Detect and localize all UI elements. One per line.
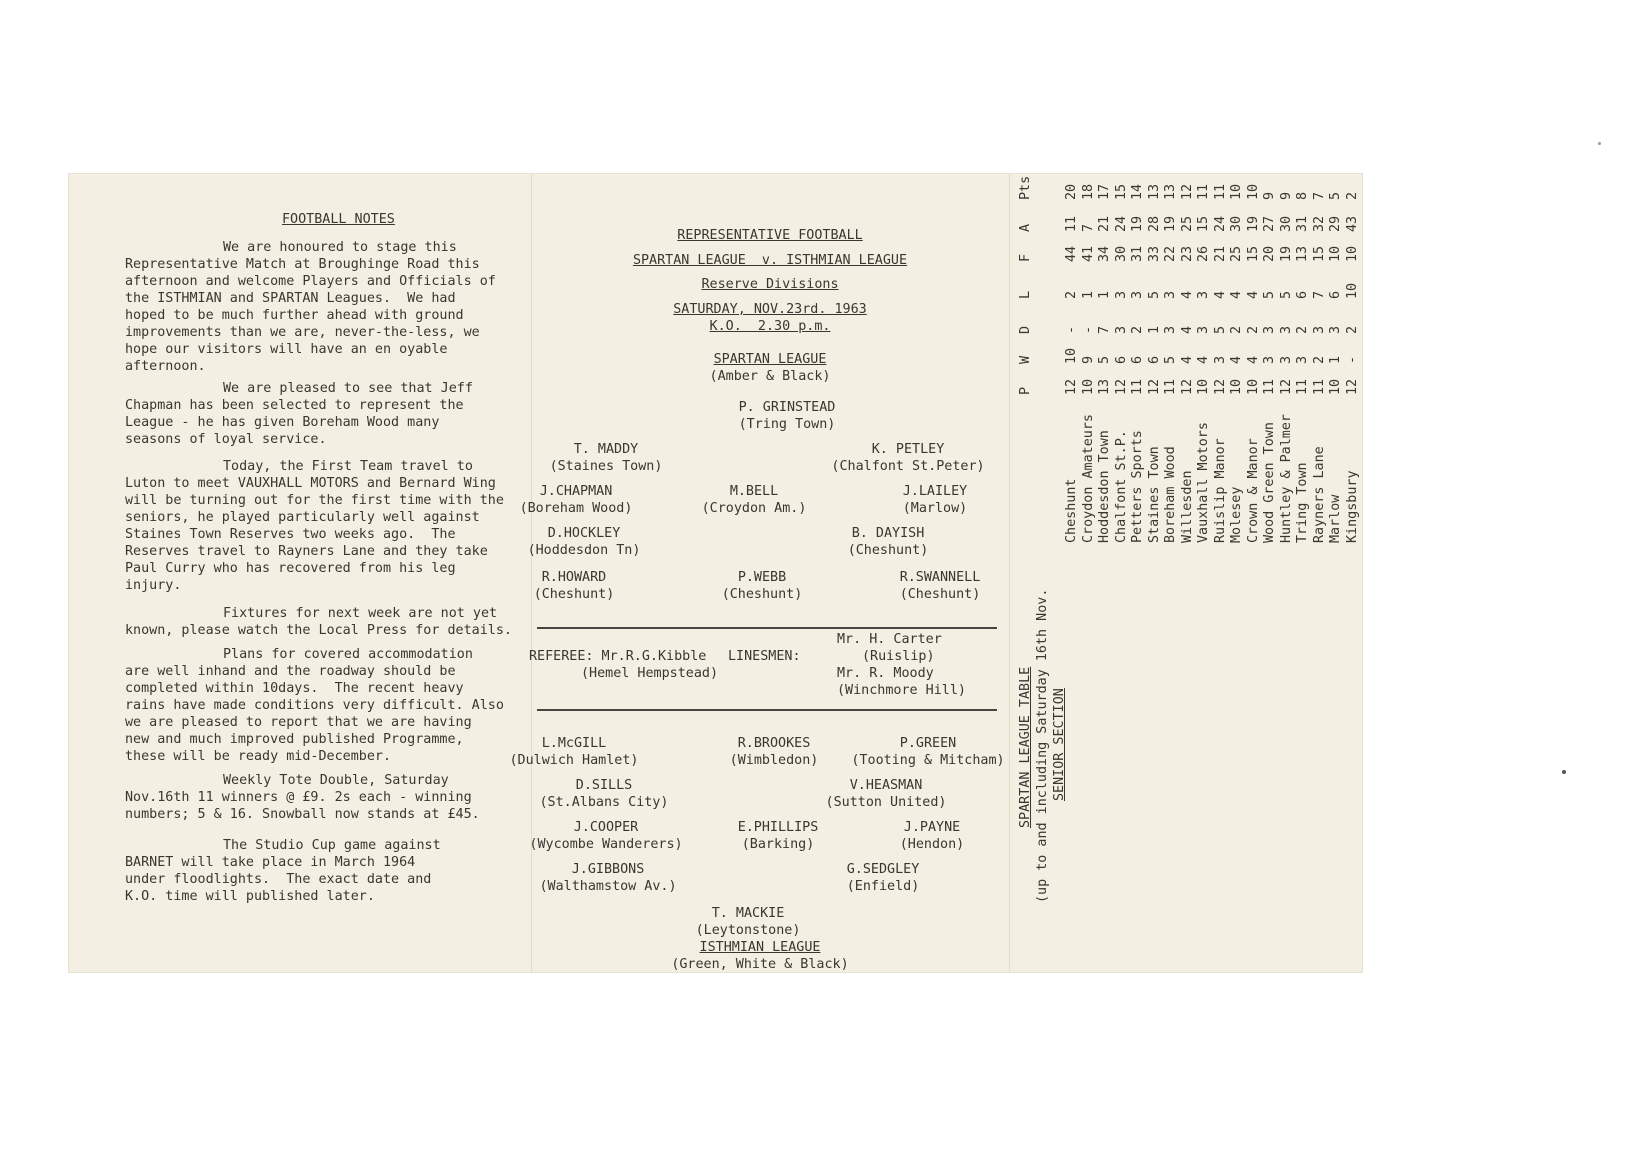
table-cell: 3 [1278,325,1294,334]
player-name: R.BROOKES [737,736,811,751]
table-cell: 7 [1311,191,1327,200]
table-cell: 6 [1113,355,1129,364]
table-cell: 27 [1262,215,1277,232]
table-cell: - [1344,355,1360,364]
player-name: P. GRINSTEAD [738,400,836,415]
table-cell: 2 [1245,325,1261,334]
notes-line: Reserves travel to Rayners Lane and they take [125,544,488,559]
table-header: D [1018,325,1033,334]
table-cell: 3 [1328,325,1343,334]
notes-line: known, please watch the Local Press for details. [125,623,512,638]
table-cell: 3 [1278,355,1294,364]
notes-line: We are honoured to stage this [223,240,457,255]
table-cell: 21 [1212,245,1228,262]
table-cell: 10 [1080,378,1096,395]
table-cell: 13 [1295,245,1310,262]
table-team: Hoddesdon Town [1097,430,1112,543]
table-cell: 13 [1163,183,1178,200]
table-cell: 12 [1179,183,1195,200]
table-cell: 9 [1262,191,1277,200]
table-cell: 3 [1113,325,1129,334]
player-club: (St.Albans City) [539,795,669,810]
notes-line: completed within 10days. The recent heavy [125,681,464,696]
table-cell: 4 [1179,355,1195,364]
player-name: J.CHAPMAN [539,484,613,499]
table-cell: 10 [1229,183,1244,200]
table-team: Petters Sports [1130,430,1145,543]
table-team: Rayners Lane [1311,446,1327,543]
notes-line: seasons of loyal service. [125,432,327,447]
referee-club: (Hemel Hempstead) [581,666,719,681]
table-cell: 21 [1097,215,1112,232]
table-cell: 4 [1179,290,1195,299]
table-cell: 12 [1064,378,1079,395]
player-name: T. MACKIE [711,906,785,921]
linesman-2-club: (Winchmore Hill) [837,683,966,698]
table-cell: 30 [1113,245,1129,262]
table-cell: 2 [1311,355,1327,364]
notes-line: the ISTHMIAN and SPARTAN Leagues. We had [125,291,456,306]
table-cell: 29 [1328,215,1343,232]
table-team: Vauxhall Motors [1196,422,1211,543]
notes-line: new and much improved published Programme, [125,732,464,747]
player-name: P.GREEN [899,736,957,751]
table-cell: 7 [1097,325,1112,334]
table-team: Kingsbury [1344,470,1360,543]
table-cell: 5 [1212,325,1228,334]
table-cell: 10 [1328,378,1343,395]
table-cell: 6 [1295,290,1310,299]
table-cell: 33 [1146,245,1162,262]
table-cell: 1 [1097,290,1112,299]
player-name: K. PETLEY [871,442,945,457]
table-cell: 44 [1064,245,1079,262]
away-team-name: ISTHMIAN LEAGUE [699,940,821,955]
table-cell: 6 [1328,290,1343,299]
notes-line: Weekly Tote Double, Saturday [223,773,449,788]
table-cell: 5 [1163,355,1178,364]
table-header: A [1018,223,1033,232]
notes-line: Today, the First Team travel to [223,459,473,474]
table-cell: 19 [1130,215,1145,232]
player-club: (Enfield) [846,879,920,894]
table-team: Cheshunt [1064,478,1079,543]
table-title: SPARTAN LEAGUE TABLE [1018,666,1033,828]
linesman-1-club: (Ruislip) [862,649,935,664]
table-header: F [1018,253,1033,262]
table-cell: 31 [1130,245,1145,262]
table-team: Tring Town [1295,462,1310,543]
match-title: REPRESENTATIVE FOOTBALL [677,228,863,243]
notes-line: hope our visitors will have an en oyable [125,342,448,357]
player-name: D.HOCKLEY [547,526,621,541]
notes-line: Fixtures for next week are not yet [223,606,498,621]
table-cell: 15 [1196,215,1211,232]
notes-line: will be turning out for the first time with the [125,493,504,508]
player-name: J.GIBBONS [571,862,645,877]
notes-title: FOOTBALL NOTES [282,212,395,227]
player-club: (Staines Town) [549,459,663,474]
player-club: (Wimbledon) [729,753,819,768]
table-cell: 14 [1130,183,1145,200]
table-cell: 11 [1064,215,1079,232]
player-club: (Marlow) [902,501,968,516]
table-cell: - [1064,325,1079,334]
table-cell: 3 [1163,325,1178,334]
home-team-name: SPARTAN LEAGUE [713,352,827,367]
table-cell: 3 [1196,325,1211,334]
table-cell: 4 [1179,325,1195,334]
notes-line: are well inhand and the roadway should be [125,664,456,679]
table-team: Crown & Manor [1245,438,1261,543]
notes-line: Luton to meet VAUXHALL MOTORS and Bernard Wing [125,476,496,491]
table-cell: 41 [1080,245,1096,262]
table-cell: 12 [1278,378,1294,395]
player-name: L.McGILL [541,736,607,751]
table-cell: 19 [1278,245,1294,262]
table-cell: 4 [1196,355,1211,364]
table-cell: 4 [1212,290,1228,299]
player-club: (Barking) [741,837,815,852]
table-cell: 4 [1245,290,1261,299]
table-cell: 12 [1179,378,1195,395]
table-team: Wood Green Town [1262,422,1277,543]
table-cell: 24 [1212,215,1228,232]
notes-line: injury. [125,578,182,593]
table-header: Pts [1018,175,1033,200]
table-cell: 3 [1295,355,1310,364]
table-cell: 10 [1245,378,1261,395]
player-name: P.WEBB [737,570,787,585]
player-club: (Cheshunt) [721,587,803,602]
table-cell: 6 [1146,355,1162,364]
table-cell: 11 [1262,378,1277,395]
player-club: (Tooting & Mitcham) [851,753,1005,768]
player-club: (Leytonstone) [695,923,801,938]
table-cell: 12 [1113,378,1129,395]
table-cell: 10 [1344,282,1360,299]
table-cell: 28 [1146,215,1162,232]
player-club: (Cheshunt) [533,587,615,602]
away-team-colours: (Green, White & Black) [671,957,849,972]
notes-line: K.O. time will published later. [125,889,375,904]
table-cell: 26 [1196,245,1211,262]
table-cell: 7 [1311,290,1327,299]
table-cell: 2 [1229,325,1244,334]
notes-line: Staines Town Reserves two weeks ago. The [125,527,456,542]
table-team: Ruislip Manor [1212,438,1228,543]
player-name: G.SEDGLEY [846,862,920,877]
table-cell: 5 [1278,290,1294,299]
table-cell: 10 [1328,245,1343,262]
notes-line: Paul Curry who has recovered from his leg [125,561,456,576]
table-subtitle: (up to and including Saturday 16th Nov. [1035,588,1050,903]
table-cell: 1 [1080,290,1096,299]
table-cell: 19 [1163,215,1178,232]
notes-line: afternoon and welcome Players and Officials of [125,274,496,289]
table-team: Staines Town [1146,446,1162,543]
player-club: (Boreham Wood) [519,501,633,516]
notes-line: numbers; 5 & 16. Snowball now stands at £45. [125,807,480,822]
table-cell: 5 [1146,290,1162,299]
speck [1562,770,1566,774]
table-cell: 4 [1229,355,1244,364]
notes-line: seniors, he played particularly well against [125,510,480,525]
notes-line: rains have made conditions very difficult. Also [125,698,504,713]
table-cell: 17 [1097,183,1112,200]
table-cell: 11 [1163,378,1178,395]
player-name: V.HEASMAN [849,778,923,793]
table-cell: 18 [1080,183,1096,200]
table-cell: 11 [1196,183,1211,200]
player-club: (Sutton United) [825,795,947,810]
table-cell: 32 [1311,215,1327,232]
player-name: B. DAYISH [851,526,925,541]
table-cell: 12 [1146,378,1162,395]
player-name: E.PHILLIPS [737,820,819,835]
player-name: J.PAYNE [903,820,961,835]
notes-line: Nov.16th 11 winners @ £9. 2s each - winning [125,790,472,805]
table-cell: 3 [1311,325,1327,334]
speck [1598,142,1601,145]
linesmen-label: LINESMEN: [728,649,801,664]
player-club: (Tring Town) [738,417,836,432]
player-club: (Hoddesdon Tn) [527,543,641,558]
table-cell: 19 [1245,215,1261,232]
player-club: (Cheshunt) [847,543,929,558]
table-cell: 2 [1344,325,1360,334]
table-cell: 1 [1328,355,1343,364]
table-cell: 10 [1229,378,1244,395]
table-cell: 3 [1196,290,1211,299]
table-team: Huntley & Palmer [1278,414,1294,543]
table-cell: 2 [1130,325,1145,334]
table-cell: 1 [1146,325,1162,334]
table-cell: 31 [1295,215,1310,232]
table-cell: 43 [1344,215,1360,232]
table-cell: 25 [1229,245,1244,262]
notes-line: Representative Match at Broughinge Road this [125,257,480,272]
player-club: (Chalfont St.Peter) [831,459,985,474]
referee: REFEREE: Mr.R.G.Kibble [529,649,707,664]
table-cell: 10 [1196,378,1211,395]
table-cell: 30 [1278,215,1294,232]
table-cell: 3 [1163,290,1178,299]
divider [537,709,997,711]
table-cell: 4 [1229,290,1244,299]
notes-line: We are pleased to see that Jeff [223,381,473,396]
player-name: J.LAILEY [902,484,968,499]
table-cell: 2 [1295,325,1310,334]
table-cell: 9 [1080,355,1096,364]
table-header: W [1018,355,1033,364]
table-cell: 30 [1229,215,1244,232]
table-cell: 25 [1179,215,1195,232]
kickoff-time: K.O. 2.30 p.m. [709,319,831,334]
player-name: M.BELL [729,484,779,499]
table-cell: 6 [1130,355,1145,364]
player-name: D.SILLS [575,778,633,793]
notes-line: Plans for covered accommodation [223,647,473,662]
notes-line: League - he has given Boreham Wood many [125,415,440,430]
table-cell: 3 [1262,355,1277,364]
table-cell: 13 [1146,183,1162,200]
table-cell: 15 [1113,183,1129,200]
table-team: Boreham Wood [1163,446,1178,543]
player-name: J.COOPER [573,820,639,835]
notes-line: Chapman has been selected to represent the [125,398,464,413]
table-team: Molesey [1229,486,1244,543]
table-cell: 24 [1113,215,1129,232]
match-date: SATURDAY, NOV.23rd. 1963 [673,302,867,317]
table-cell: 20 [1262,245,1277,262]
linesman-2: Mr. R. Moody [837,666,934,681]
table-cell: 15 [1311,245,1327,262]
table-team: Chalfont St.P. [1113,430,1129,543]
table-cell: - [1080,325,1096,334]
table-cell: 22 [1163,245,1178,262]
player-club: (Wycombe Wanderers) [529,837,683,852]
player-club: (Croydon Am.) [701,501,807,516]
table-section: SENIOR SECTION [1052,688,1067,801]
notes-line: BARNET will take place in March 1964 [125,855,416,870]
table-cell: 2 [1064,290,1079,299]
table-cell: 4 [1245,355,1261,364]
table-cell: 34 [1097,245,1112,262]
table-team: Willesden [1179,470,1195,543]
player-club: (Walthamstow Av.) [539,879,677,894]
table-cell: 11 [1130,378,1145,395]
notes-line: afternoon. [125,359,206,374]
player-club: (Hendon) [899,837,965,852]
table-cell: 5 [1262,290,1277,299]
player-club: (Dulwich Hamlet) [509,753,639,768]
home-team-colours: (Amber & Black) [709,369,831,384]
notes-line: we are pleased to report that we are having [125,715,472,730]
table-cell: 23 [1179,245,1195,262]
table-header: L [1018,290,1033,299]
player-name: T. MADDY [573,442,639,457]
table-team: Marlow [1328,494,1343,543]
table-cell: 3 [1212,355,1228,364]
player-name: R.SWANNELL [899,570,981,585]
division: Reserve Divisions [701,277,839,292]
divider [537,627,997,629]
table-cell: 5 [1097,355,1112,364]
table-cell: 12 [1344,378,1360,395]
notes-line: under floodlights. The exact date and [125,872,432,887]
linesman-1: Mr. H. Carter [837,632,942,647]
table-cell: 9 [1278,191,1294,200]
table-cell: 15 [1245,245,1261,262]
notes-line: hoped to be much further ahead with ground [125,308,464,323]
table-cell: 10 [1245,183,1261,200]
fixture-title: SPARTAN LEAGUE v. ISTHMIAN LEAGUE [632,253,908,268]
table-cell: 8 [1295,191,1310,200]
table-cell: 11 [1295,378,1310,395]
table-cell: 2 [1344,191,1360,200]
notes-line: The Studio Cup game against [223,838,441,853]
table-cell: 20 [1064,183,1079,200]
table-team: Croydon Amateurs [1080,414,1096,543]
table-cell: 10 [1344,245,1360,262]
table-cell: 11 [1212,183,1228,200]
player-club: (Cheshunt) [899,587,981,602]
table-cell: 3 [1130,290,1145,299]
table-cell: 10 [1064,347,1079,364]
table-cell: 5 [1328,191,1343,200]
table-cell: 12 [1212,378,1228,395]
table-cell: 3 [1113,290,1129,299]
table-header: P [1018,386,1033,395]
notes-line: these will be ready mid-December. [125,749,392,764]
table-cell: 11 [1311,378,1327,395]
notes-line: improvements than we are, never-the-less, we [125,325,480,340]
table-cell: 7 [1080,223,1096,232]
table-cell: 13 [1097,378,1112,395]
player-name: R.HOWARD [541,570,607,585]
table-cell: 3 [1262,325,1277,334]
